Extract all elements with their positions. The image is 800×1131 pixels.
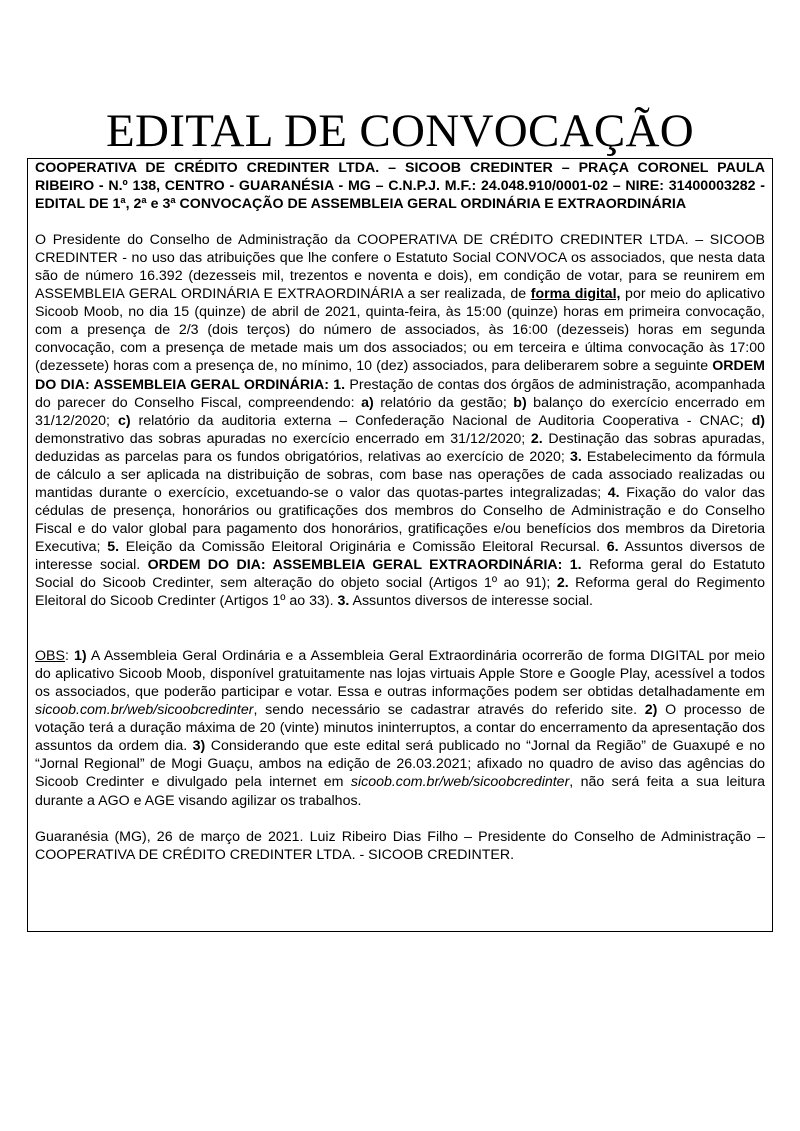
- obs-item-label: 1): [73, 648, 87, 665]
- item-text: demonstrativo das sobras apuradas no exercício encerrado em 31/12/2020;: [35, 430, 531, 447]
- item-text: Eleição da Comissão Eleitoral Originária e Comissão Eleitoral Recursal.: [119, 538, 607, 555]
- obs-item-label: 2): [644, 702, 658, 719]
- item-text: Prestação de contas dos órgãos de administração, acompanhada do parecer do Conselho Fiscal, compreendendo:: [35, 376, 765, 411]
- item-label: 6.: [606, 538, 619, 555]
- digital-emphasis: forma digital,: [530, 286, 621, 303]
- obs-text: , não será feita a sua leitura durante a AGO e AGE visando agilizar os trabalhos.: [35, 774, 765, 809]
- item-text: relatório da auditoria externa – Confederação Nacional de Auditoria Cooperativa - CNAC;: [130, 412, 752, 429]
- item-label: c): [117, 412, 131, 429]
- obs-item-label: 3): [192, 738, 206, 755]
- item-label: d): [751, 412, 766, 429]
- notice-box: [27, 158, 773, 932]
- item-text: Estabelecimento da fórmula de cálculo a ser aplicada na distribuição de sobras, com base nas operações de cada associado realizadas ou mantidas durante o exercício, excetuando-se o valor das quotas-partes integralizadas;: [35, 448, 765, 501]
- item-text: Destinação das sobras apuradas, deduzidas as parcelas para os fundos obrigatórios, relativas ao exercício de 2020;: [35, 430, 765, 465]
- intro-text: O Presidente do Conselho de Administração da COOPERATIVA DE CRÉDITO CREDINTER LTDA. – SICOOB CREDINTER - no uso das atribuições que lhe confere o Estatuto Social CONVOCA os associados, que nesta data são de número 16.392 (dezesseis mil, trezentos e noventa e dois), em condição de votar, para se reunirem em ASSEMBLEIA GERAL ORDINÁRIA E EXTRAORDINÁRIA a ser realizada, de: [35, 232, 765, 303]
- page-title: EDITAL DE CONVOCAÇÃO: [106, 105, 694, 157]
- obs-text: , sendo necessário se cadastrar através do referido site.: [253, 702, 645, 719]
- obs-colon: :: [64, 648, 74, 665]
- item-text: relatório da gestão;: [373, 394, 514, 411]
- extraordinary-agenda-label: ORDEM DO DIA: ASSEMBLEIA GERAL EXTRAORDINÁRIA: 1.: [147, 556, 582, 573]
- item-label: 4.: [607, 484, 620, 501]
- item-label: 5.: [107, 538, 120, 555]
- website-link[interactable]: sicoob.com.br/web/sicoobcredinter: [350, 774, 570, 791]
- item-label: 2.: [530, 430, 543, 447]
- notice-header: COOPERATIVA DE CRÉDITO CREDINTER LTDA. – SICOOB CREDINTER – PRAÇA CORONEL PAULA RIBEIRO - N.º 138, CENTRO - GUARANÉSIA - MG – C.N.P.J. M.F.: 24.048.910/0001-02 – NIRE: 31400003282 - EDITAL DE 1ª, 2ª e 3ª CONVOCAÇÃO DE ASSEMBLEIA GERAL ORDINÁRIA E EXTRAORDINÁRIA: [35, 160, 765, 213]
- item-label: a): [361, 394, 374, 411]
- item-label: 2.: [556, 575, 569, 592]
- observations-paragraph: [35, 647, 765, 809]
- item-label: 3.: [569, 448, 582, 465]
- item-text: Reforma geral do Regimento Eleitoral do Sicoob Credinter (Artigos 1º ao 33).: [35, 575, 765, 610]
- obs-label: OBS: [35, 648, 65, 665]
- website-link[interactable]: sicoob.com.br/web/sicoobcredinter: [35, 702, 254, 719]
- signature-paragraph: Guaranésia (MG), 26 de março de 2021. Luiz Ribeiro Dias Filho – Presidente do Conselho de Administração – COOPERATIVA DE CRÉDITO CREDINTER LTDA. - SICOOB CREDINTER.: [35, 828, 765, 863]
- convocation-paragraph: [35, 231, 765, 610]
- item-label: 3.: [337, 593, 350, 610]
- item-text: balanço do exercício encerrado em 31/12/2020;: [35, 394, 766, 429]
- item-label: b): [513, 394, 527, 411]
- item-text: Assuntos diversos de interesse social.: [349, 593, 594, 610]
- obs-text: Considerando que este edital será publicado no “Jornal da Região” de Guaxupé e no “Jornal Regional” de Mogi Guaçu, ambos na edição de 26.03.2021; afixado no quadro de aviso das agências do Sicoob Credinter e divulgado pela internet em: [35, 738, 765, 791]
- item-text: Fixação do valor das cédulas de presença, honorários ou gratificações dos membros do Conselho de Administração e do Conselho Fiscal e do valor global para pagamento dos honorários, gratificações e/ou benefícios dos membros da Diretoria Executiva;: [35, 484, 765, 555]
- obs-text: O processo de votação terá a duração máxima de 20 (vinte) minutos ininterruptos, a contar do encerramento da apresentação dos assuntos da ordem dia.: [35, 702, 765, 755]
- intro-text-2: por meio do aplicativo Sicoob Moob, no dia 15 (quinze) de abril de 2021, quinta-feira, às 15:00 (quinze) horas em primeira convocação, com a presença de 2/3 (dois terços) do número de associados, às 16:00 (dezesseis) horas em segunda convocação, com a presença de metade mais um dos associados; ou em terceira e última convocação às 17:00 (dezessete) horas com a presença de, no mínimo, 10 (dez) associados, para deliberarem sobre a seguinte: [35, 286, 766, 375]
- ordinary-agenda-label: ORDEM DO DIA: ASSEMBLEIA GERAL ORDINÁRIA: 1.: [35, 358, 765, 393]
- item-text: Reforma geral do Estatuto Social do Sicoob Credinter, sem alteração do objeto social (Artigos 1º ao 91);: [35, 556, 765, 592]
- obs-text: A Assembleia Geral Ordinária e a Assembleia Geral Extraordinária ocorrerão de forma DIGITAL por meio do aplicativo Sicoob Moob, disponível gratuitamente nas lojas virtuais Apple Store e Google Play, acessível a todos os associados, que poderão participar e votar. Essa e outras informações podem ser obtidas detalhadamente em: [35, 648, 765, 701]
- item-text: Assuntos diversos de interesse social.: [35, 538, 765, 573]
